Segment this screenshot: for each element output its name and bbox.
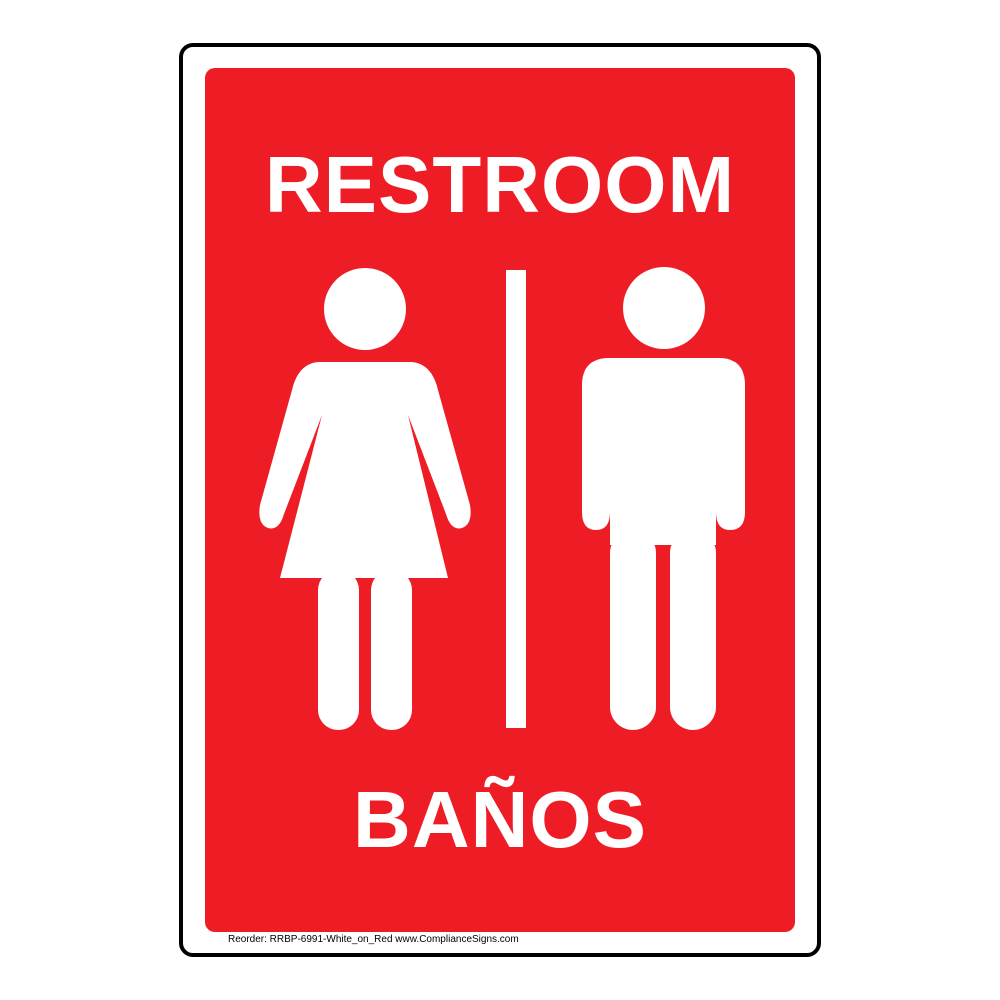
sign-title: RESTROOM <box>264 140 736 229</box>
divider-bar <box>506 270 526 728</box>
sign-subtitle: BAÑOS <box>353 775 647 864</box>
reorder-text: Reorder: RRBP-6991-White_on_Red www.ComplianceSigns.com <box>228 934 519 945</box>
woman-figure-icon <box>259 268 470 730</box>
man-figure-icon <box>582 267 745 730</box>
